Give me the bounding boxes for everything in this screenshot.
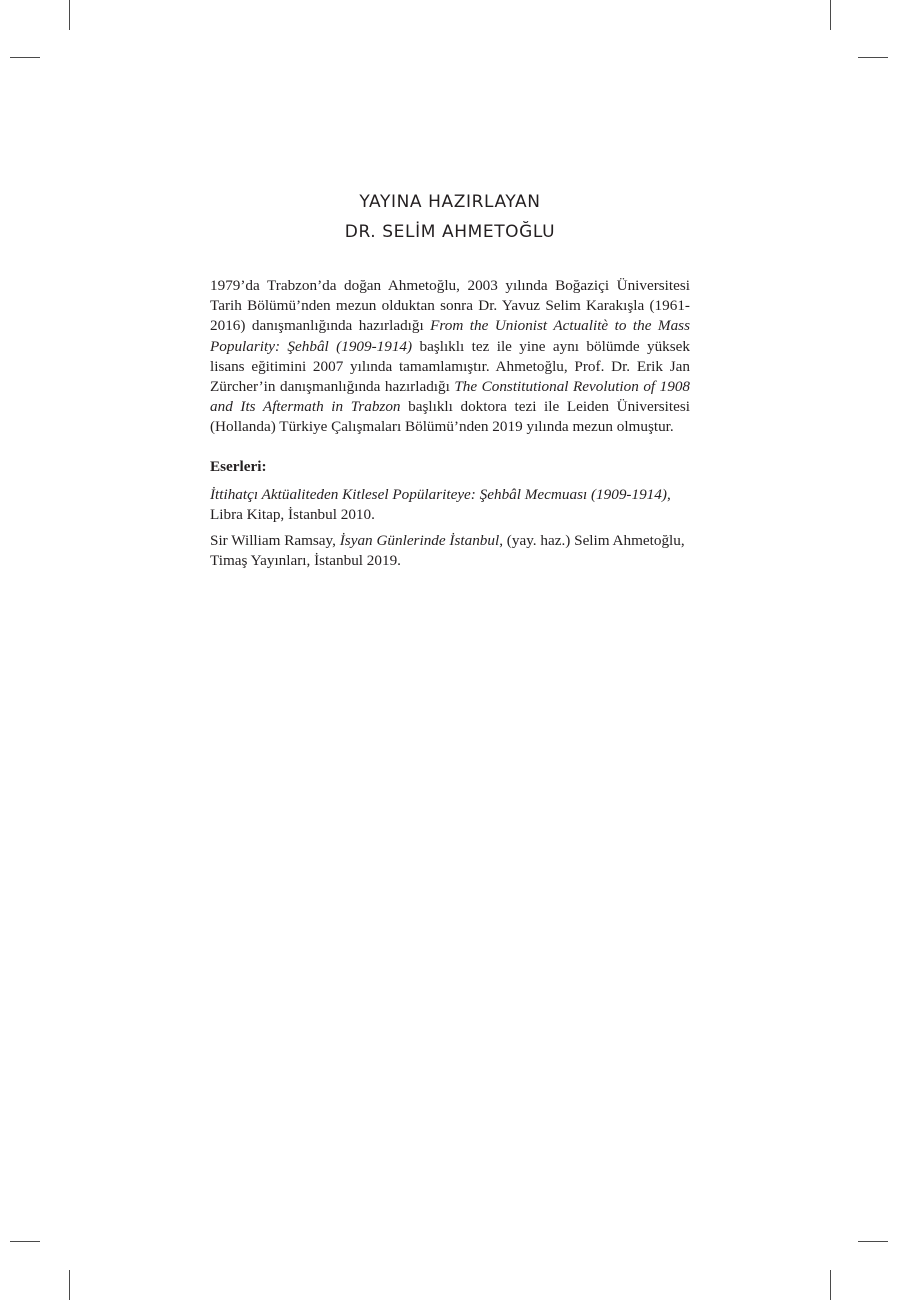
work-details: , Libra Kitap, İstanbul 2010. xyxy=(210,485,671,524)
work-entry xyxy=(210,485,690,525)
work-title: İttihatçı Aktüaliteden Kitlesel Popülariteye: Şehbâl Mecmuası (1909-1914) xyxy=(210,485,667,503)
biography-paragraph xyxy=(210,276,690,438)
crop-mark-bottom-left-vertical xyxy=(69,1270,70,1300)
crop-mark-top-right-horizontal xyxy=(858,57,888,58)
heading-role: YAYINA HAZIRLAYAN xyxy=(359,192,541,212)
content-block xyxy=(210,276,690,572)
crop-mark-bottom-left-horizontal xyxy=(10,1241,40,1242)
crop-mark-top-left-vertical xyxy=(69,0,70,30)
bio-thesis-title-1: From the Unionist Actualitè to the Mass Popularity: Şehbâl (1909-1914) xyxy=(210,317,690,355)
work-details: , (yay. haz.) Selim Ahmetoğlu, Timaş Yayınları, İstanbul 2019. xyxy=(210,532,685,570)
crop-mark-bottom-right-horizontal xyxy=(858,1241,888,1242)
page-heading xyxy=(0,187,900,247)
work-title: İsyan Günlerinde İstanbul xyxy=(339,532,500,550)
bio-thesis-title-2: The Constitutional Revolution of 1908 and Its Aftermath in Trabzon xyxy=(210,378,691,416)
bio-text-1: 1979’da Trabzon’da doğan Ahmetoğlu, 2003 yılında Boğaziçi Üniversitesi Tarih Bölümü’nden mezun olduktan sonra Dr. Yavuz Selim Karakışla (1961-2016) danışmanlığında hazırladığı xyxy=(210,277,690,335)
crop-mark-top-left-horizontal xyxy=(10,57,40,58)
crop-mark-top-right-vertical xyxy=(830,0,831,30)
bio-text-2: başlıklı tez ile yine aynı bölümde yüksek lisans eğitimini 2007 yılında tamamlamıştır. Ahmetoğlu, Prof. Dr. Erik Jan Zürcher’in danışmanlığında hazırladığı xyxy=(210,337,690,396)
work-prefix: Sir William Ramsay, xyxy=(210,532,340,550)
crop-mark-bottom-right-vertical xyxy=(830,1270,831,1300)
works-heading: Eserleri: xyxy=(210,457,267,475)
work-entry xyxy=(210,531,690,571)
heading-author-name: DR. SELİM AHMETOĞLU xyxy=(344,222,556,242)
bio-text-3: başlıklı doktora tezi ile Leiden Üniversitesi (Hollanda) Türkiye Çalışmaları Bölümü’nden 2019 yılında mezun olmuştur. xyxy=(210,398,690,436)
